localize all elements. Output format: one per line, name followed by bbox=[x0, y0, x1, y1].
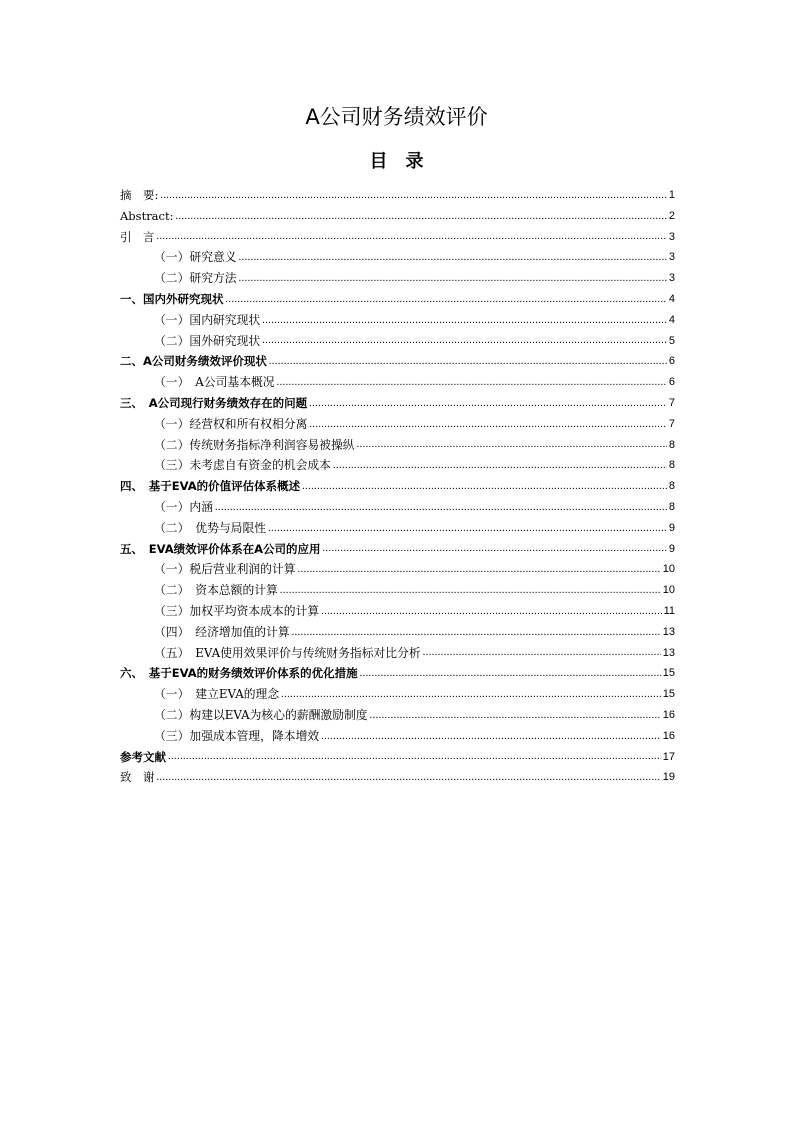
toc-entry[interactable] bbox=[120, 414, 675, 435]
toc-entry[interactable] bbox=[120, 476, 675, 497]
toc-entry-label: 五、 EVA绩效评价体系在A公司的应用 bbox=[120, 541, 321, 556]
toc-dot-leader bbox=[302, 477, 667, 497]
toc-entry-page-number: 4 bbox=[668, 313, 675, 326]
toc-entry-page-number: 11 bbox=[663, 604, 675, 617]
toc-dot-leader bbox=[357, 435, 667, 455]
toc-entry-label: （一）研究意义 bbox=[154, 250, 237, 265]
toc-entry-label: （三）加权平均资本成本的计算 bbox=[154, 603, 320, 618]
toc-entry-label: （一）经营权和所有权相分离 bbox=[154, 416, 308, 431]
toc-entry-page-number: 8 bbox=[668, 500, 675, 513]
toc-entry-label: （三）未考虑自有资金的机会成本 bbox=[154, 458, 331, 473]
toc-entry[interactable] bbox=[120, 643, 675, 664]
toc-entry[interactable] bbox=[120, 185, 675, 206]
toc-entry-page-number: 4 bbox=[668, 292, 675, 305]
toc-dot-leader bbox=[262, 311, 667, 331]
toc-dot-leader bbox=[309, 394, 667, 414]
toc-entry-label: （二）传统财务指标净利润容易被操纵 bbox=[154, 437, 355, 452]
toc-entry-label: 参考文献 bbox=[120, 749, 166, 764]
toc-dot-leader bbox=[309, 415, 667, 435]
toc-entry-page-number: 15 bbox=[662, 688, 675, 701]
toc-dot-leader bbox=[262, 331, 667, 351]
toc-entry-label: Abstract: bbox=[120, 208, 174, 223]
toc-entry[interactable] bbox=[120, 268, 675, 289]
toc-entry-page-number: 17 bbox=[662, 750, 675, 763]
toc-entry-page-number: 13 bbox=[662, 625, 675, 638]
toc-entry[interactable] bbox=[120, 559, 675, 580]
toc-dot-leader bbox=[239, 269, 667, 289]
toc-dot-leader bbox=[175, 207, 666, 227]
toc-entry-page-number: 1 bbox=[668, 189, 675, 201]
toc-entry-page-number: 9 bbox=[668, 542, 675, 555]
toc-entry[interactable] bbox=[120, 435, 675, 456]
toc-dot-leader bbox=[269, 352, 667, 372]
toc-entry[interactable] bbox=[120, 580, 675, 601]
toc-dot-leader bbox=[280, 581, 661, 601]
toc-entry-label: （三）加强成本管理，降本增效 bbox=[154, 728, 320, 743]
toc-dot-leader bbox=[239, 248, 667, 268]
toc-entry[interactable] bbox=[120, 455, 675, 476]
toc-entry[interactable] bbox=[120, 351, 675, 372]
toc-entry-label: （二） 优势与局限性 bbox=[154, 520, 267, 535]
toc-entry[interactable] bbox=[120, 747, 675, 768]
toc-entry-label: （五） EVA使用效果评价与传统财务指标对比分析 bbox=[154, 645, 421, 660]
toc-dot-leader bbox=[160, 186, 667, 206]
toc-entry[interactable] bbox=[120, 206, 675, 227]
table-of-contents bbox=[120, 185, 675, 788]
toc-entry-label: 摘 要: bbox=[120, 188, 159, 202]
toc-entry[interactable] bbox=[120, 705, 675, 726]
toc-entry-label: 六、 基于EVA的财务绩效评价体系的优化措施 bbox=[120, 666, 358, 681]
toc-dot-leader bbox=[423, 643, 661, 663]
toc-entry-page-number: 6 bbox=[668, 355, 675, 368]
toc-entry[interactable] bbox=[120, 289, 675, 310]
toc-entry-page-number: 19 bbox=[662, 771, 675, 784]
toc-entry-label: （二）构建以EVA为核心的薪酬激励制度 bbox=[154, 707, 368, 722]
toc-entry[interactable] bbox=[120, 726, 675, 747]
toc-entry[interactable] bbox=[120, 372, 675, 393]
toc-entry-label: 三、 A公司现行财务绩效存在的问题 bbox=[120, 395, 308, 410]
toc-dot-leader bbox=[215, 498, 667, 518]
toc-entry[interactable] bbox=[120, 331, 675, 352]
toc-entry[interactable] bbox=[120, 310, 675, 331]
toc-entry-page-number: 8 bbox=[668, 438, 675, 451]
toc-entry-page-number: 7 bbox=[668, 417, 675, 430]
toc-entry[interactable] bbox=[120, 518, 675, 539]
toc-dot-leader bbox=[168, 747, 661, 767]
toc-dot-leader bbox=[321, 602, 661, 622]
toc-dot-leader bbox=[323, 539, 667, 559]
toc-entry-page-number: 8 bbox=[668, 459, 675, 472]
toc-dot-leader bbox=[157, 768, 661, 788]
toc-dot-leader bbox=[333, 456, 667, 476]
toc-entry[interactable] bbox=[120, 767, 675, 788]
toc-entry-label: （一）税后营业利润的计算 bbox=[154, 562, 296, 577]
toc-dot-leader bbox=[360, 664, 661, 684]
toc-entry-page-number: 7 bbox=[668, 396, 675, 409]
toc-entry-page-number: 13 bbox=[662, 646, 675, 659]
toc-entry-label: 引 言 bbox=[120, 229, 155, 244]
toc-entry-page-number: 16 bbox=[662, 708, 675, 721]
toc-entry[interactable] bbox=[120, 684, 675, 705]
toc-entry-label: （一）内涵 bbox=[154, 499, 213, 514]
toc-entry-label: 一、国内外研究现状 bbox=[120, 291, 224, 306]
toc-entry-label: （一） A公司基本概况 bbox=[154, 375, 275, 390]
toc-dot-leader bbox=[268, 519, 667, 539]
toc-entry-label: 致 谢 bbox=[120, 770, 155, 785]
toc-entry-label: （一）国内研究现状 bbox=[154, 312, 261, 327]
toc-entry[interactable] bbox=[120, 227, 675, 248]
toc-entry-page-number: 15 bbox=[662, 667, 675, 680]
toc-entry-page-number: 3 bbox=[668, 230, 675, 243]
toc-entry-label: （二）国外研究现状 bbox=[154, 333, 261, 348]
toc-entry-page-number: 2 bbox=[668, 209, 675, 222]
toc-entry-page-number: 10 bbox=[662, 563, 675, 576]
toc-entry-label: （四） 经济增加值的计算 bbox=[154, 624, 290, 639]
toc-entry-page-number: 3 bbox=[668, 272, 675, 285]
toc-entry-label: （二） 资本总额的计算 bbox=[154, 583, 278, 598]
toc-dot-leader bbox=[321, 727, 661, 747]
toc-heading: 目录 bbox=[369, 151, 442, 172]
toc-entry-label: （二）研究方法 bbox=[154, 271, 237, 286]
toc-entry-page-number: 6 bbox=[668, 376, 675, 389]
toc-entry-label: 四、 基于EVA的价值评估体系概述 bbox=[120, 479, 301, 494]
toc-entry[interactable] bbox=[120, 601, 675, 622]
toc-entry[interactable] bbox=[120, 393, 675, 414]
toc-entry-label: （一） 建立EVA的理念 bbox=[154, 687, 280, 702]
toc-entry[interactable] bbox=[120, 539, 675, 560]
toc-entry-page-number: 5 bbox=[668, 334, 675, 347]
toc-entry-label: 二、A公司财务绩效评价现状 bbox=[120, 354, 267, 369]
toc-dot-leader bbox=[277, 373, 667, 393]
toc-entry-page-number: 3 bbox=[668, 251, 675, 264]
toc-dot-leader bbox=[292, 623, 661, 643]
toc-entry-page-number: 9 bbox=[668, 521, 675, 534]
toc-dot-leader bbox=[157, 227, 667, 247]
toc-entry[interactable] bbox=[120, 497, 675, 518]
document-title: A公司财务绩效评价 bbox=[305, 105, 488, 129]
toc-dot-leader bbox=[226, 290, 667, 310]
toc-entry[interactable] bbox=[120, 663, 675, 684]
toc-dot-leader bbox=[281, 685, 661, 705]
toc-dot-leader bbox=[370, 706, 661, 726]
toc-entry-page-number: 8 bbox=[668, 480, 675, 493]
toc-entry-page-number: 16 bbox=[662, 729, 675, 742]
toc-dot-leader bbox=[298, 560, 661, 580]
toc-entry-page-number: 10 bbox=[662, 584, 675, 597]
toc-entry[interactable] bbox=[120, 247, 675, 268]
toc-entry[interactable] bbox=[120, 622, 675, 643]
